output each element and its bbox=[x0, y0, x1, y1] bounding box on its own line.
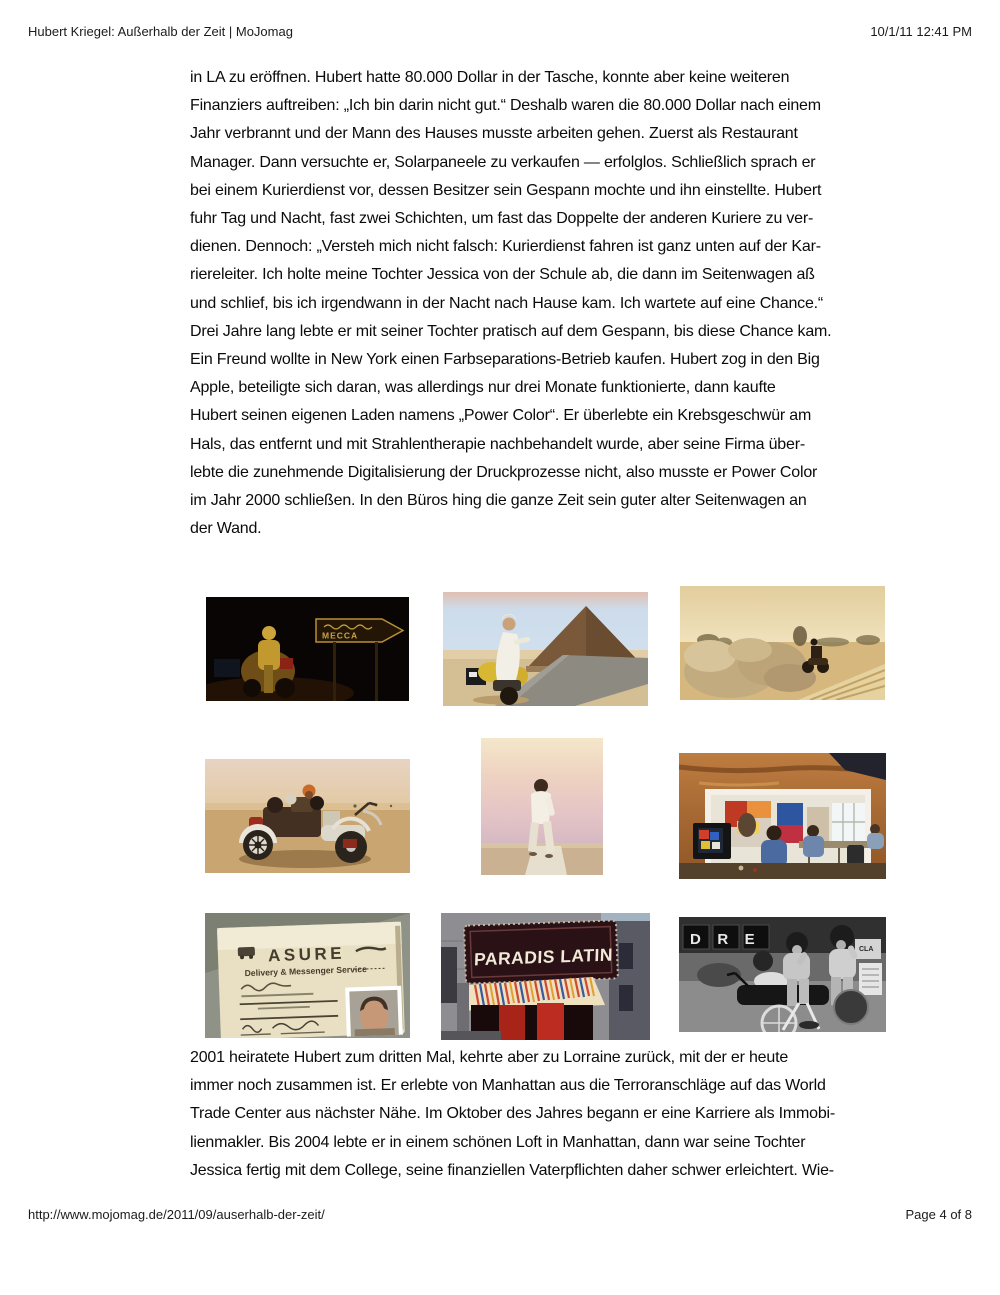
photo-pyramid-illustration bbox=[443, 592, 648, 706]
photo-office-illustration bbox=[679, 753, 886, 879]
mecca-sign-text: MECCA bbox=[322, 630, 359, 641]
photo-desert-dust-rider bbox=[680, 586, 885, 700]
article-paragraph-bottom: 2001 heiratete Hubert zum dritten Mal, kehrte aber zu Lorraine zurück, mit der er heute immer noch zusammen ist. Er erlebte von Manhattan aus die Terroranschläge auf das World Trade Center aus nächster Nähe. Im Oktober des Jahres begann er eine Karriere als Immobi- lienmakler. Bis 2004 lebte er in einem schönen Loft in Manhattan, dann war seine Tochter Jessica fertig mit dem College, seine finanziellen Vaterpflichten daher schwer erleichtert. Wie- bbox=[190, 1049, 836, 1179]
print-header-timestamp: 10/1/11 12:41 PM bbox=[870, 24, 972, 39]
photo-mecca-night-sign bbox=[206, 597, 409, 701]
print-footer bbox=[28, 1207, 972, 1222]
print-header-title: Hubert Kriegel: Außerhalb der Zeit | MoJomag bbox=[28, 24, 293, 39]
paradis-latin-sign-text: PARADIS LATIN bbox=[473, 944, 614, 970]
photo-idcard-illustration bbox=[205, 913, 410, 1038]
photo-asure-id-card bbox=[205, 913, 410, 1038]
print-header bbox=[28, 24, 972, 39]
print-footer-url: http://www.mojomag.de/2011/09/auserhalb-der-zeit/ bbox=[28, 1207, 325, 1222]
photo-sidecar-illustration bbox=[205, 759, 410, 873]
storefront-letters-text: DRE bbox=[690, 931, 772, 948]
id-card-title-text: ASURE bbox=[267, 943, 346, 966]
article-paragraph-top: in LA zu eröffnen. Hubert hatte 80.000 Dollar in der Tasche, konnte aber keine weiteren Finanziers auftreiben: „Ich bin darin nicht gut.“ Deshalb waren die 80.000 Dollar nach einem Jahr verbrannt und der Mann des Hauses musste arbeiten gehen. Zuerst als Restaurant Manager. Dann versuchte er, Solarpaneele zu verkaufen — erfolglos. Schließlich sprach er bei einem Kurierdienst vor, dessen Besitzer sein Gespann mochte und ihn einstellte. Hubert fuhr Tag und Nacht, fast zwei Schichten, um fast das Doppelte der anderen Kuriere zu ver- dienen. Dennoch: „Versteh mich nicht falsch: Kurierdienst fahren ist ganz unten auf der Kar- riereleiter. Ich holte meine Tochter Jessica von der Schule ab, die dann im Seitenwagen aß und schlief, bis ich irgendwann in der Nacht nach Hause kam. Ich wartete auf eine Chance.“ Drei Jahre lang lebte er mit seiner Tochter pratisch auf dem Gespann, bis diese Chance kam. Ein Freund wollte in New York einen Farbseparations-Betrieb kaufen. Hubert zog in den Big Apple, beteiligte sich daran, was allerdings nur drei Monate funktionierte, dann kaufte Hubert seinen eigenen Laden namens „Power Color“. Er überlebte ein Krebsgeschwür am Hals, das entfernt und mit Strahlentherapie nachbehandelt wurde, aber seine Firma über- lebte die zunehmende Digitalisierung der Druckprozesse nicht, also musste er Power Color im Jahr 2000 schließen. In den Büros hing die ganze Zeit sein guter alter Seitenwagen an der Wand. bbox=[190, 69, 832, 538]
print-footer-page-number: Page 4 of 8 bbox=[905, 1207, 972, 1222]
photo-dusk-walker bbox=[481, 738, 603, 875]
cla-sign-text: CLA bbox=[859, 946, 874, 953]
id-card-subtitle-text: Delivery & Messenger Service bbox=[244, 963, 368, 979]
photo-mecca-illustration bbox=[206, 597, 409, 701]
photo-bw-kids-motorcycle bbox=[679, 917, 886, 1032]
photo-dusk-illustration bbox=[481, 738, 603, 875]
photo-pyramid-rider bbox=[443, 592, 648, 706]
photo-sidecar-desert bbox=[205, 759, 410, 873]
photo-bwkids-illustration bbox=[679, 917, 886, 1032]
photo-office-interior bbox=[679, 753, 886, 879]
photo-paradis-illustration bbox=[441, 913, 650, 1040]
photo-dust-illustration bbox=[680, 586, 885, 700]
photo-paradis-latin bbox=[441, 913, 650, 1040]
